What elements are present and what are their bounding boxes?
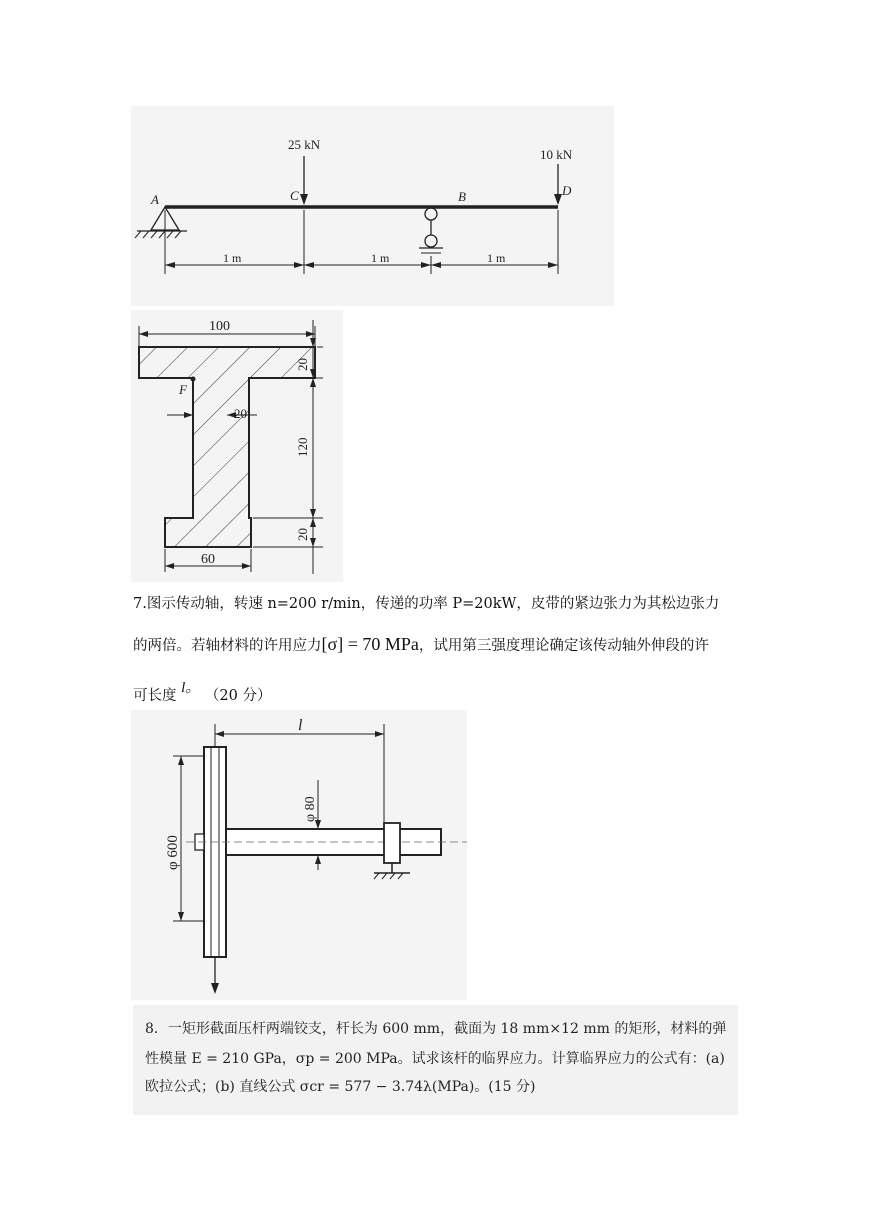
question8-line3: 欧拉公式；(b) 直线公式 σcr = 577 − 3.74λ(MPa)。(15 分) bbox=[145, 1079, 536, 1095]
length-label: l bbox=[298, 717, 303, 734]
shaft-pulley-diagram bbox=[131, 710, 467, 1000]
question7-line2 bbox=[133, 634, 709, 655]
beam-diagram bbox=[131, 106, 614, 306]
load-c-label: 25 kN bbox=[288, 137, 321, 152]
pulley-diameter-label: φ 600 bbox=[165, 835, 181, 870]
length-symbol: l。 bbox=[181, 680, 201, 696]
point-f-label: F bbox=[179, 382, 187, 397]
flange-bottom-thickness-label: 20 bbox=[295, 528, 310, 541]
question7-line1-text: 7.图示传动轴，转速 n=200 r/min，传递的功率 P=20kW，皮带的紧边张力为其松边张力 bbox=[133, 596, 720, 612]
allowable-stress-formula: [σ] = 70 MPa bbox=[321, 634, 419, 654]
span-cb-label: 1 m bbox=[371, 251, 390, 265]
question8-line2: 性模量 E = 210 GPa，σp = 200 MPa。试求该杆的临界应力。计算临界应力的公式有：(a) bbox=[145, 1051, 725, 1067]
question7-line1 bbox=[133, 592, 719, 613]
point-d-label: D bbox=[562, 183, 572, 198]
load-d-label: 10 kN bbox=[540, 147, 573, 162]
question7-line2-text-b: ，试用第三强度理论确定该传动轴外伸段的许 bbox=[418, 638, 709, 654]
question7-line3 bbox=[133, 680, 272, 705]
web-height-label: 120 bbox=[295, 437, 310, 457]
point-a-label: A bbox=[151, 192, 159, 207]
point-b-label: B bbox=[458, 189, 466, 204]
flange-top-width-label: 100 bbox=[209, 319, 230, 334]
web-thickness-label: 20 bbox=[234, 406, 247, 421]
question7-line3-text-a: 可长度 bbox=[133, 688, 177, 704]
question7-points: （20 分） bbox=[204, 688, 272, 704]
point-c-label: C bbox=[290, 188, 299, 203]
question7-line2-text-a: 的两倍。若轴材料的许用应力 bbox=[133, 638, 322, 654]
flange-top-thickness-label: 20 bbox=[295, 358, 310, 371]
i-section-diagram bbox=[131, 310, 343, 582]
question8-line1: 8．一矩形截面压杆两端铰支，杆长为 600 mm，截面为 18 mm×12 mm 的矩形，材料的弹 bbox=[145, 1021, 727, 1037]
span-ac-label: 1 m bbox=[223, 251, 242, 265]
shaft-diameter-label: φ 80 bbox=[303, 796, 318, 822]
span-bd-label: 1 m bbox=[487, 251, 506, 265]
flange-bottom-width-label: 60 bbox=[201, 552, 215, 567]
